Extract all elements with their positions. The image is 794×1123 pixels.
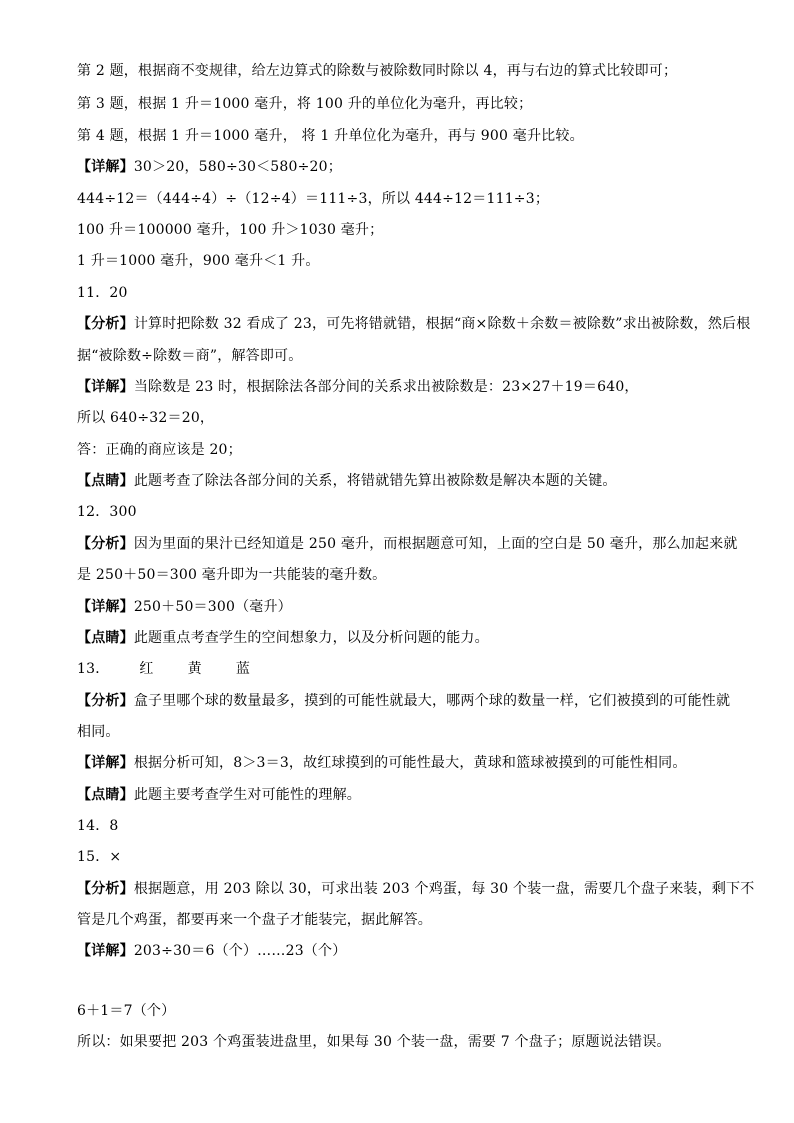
text-line: 【点睛】此题重点考查学生的空间想象力，以及分析问题的能力。 xyxy=(77,630,489,646)
answer-blue: 蓝 xyxy=(235,661,251,677)
text-line: 答：正确的商应该是 20； xyxy=(77,442,242,458)
text-line: 6＋1＝7（个） xyxy=(77,1003,176,1019)
text-line: 【详解】250＋50＝300（毫升） xyxy=(77,599,292,615)
text-line: 相同。 xyxy=(77,724,120,740)
text-line: 【分析】盒子里哪个球的数量最多，摸到的可能性就最大，哪两个球的数量一样，它们被摸到的可能性就 xyxy=(77,693,731,709)
text-line: 第 2 题，根据商不变规律，给左边算式的除数与被除数同时除以 4，再与右边的算式比较即可； xyxy=(77,63,678,79)
question-number: 12．300 xyxy=(77,504,137,520)
text-line: 【分析】根据题意，用 203 除以 30，可求出装 203 个鸡蛋，每 30 个装一盘，需要几个盘子来装，剩下不 xyxy=(77,881,755,897)
text-line: 所以：如果要把 203 个鸡蛋装进盘里，如果每 30 个装一盘，需要 7 个盘子；原题说法错误。 xyxy=(77,1034,671,1050)
section-tag: 【详解】 xyxy=(77,755,134,771)
section-tag: 【点睛】 xyxy=(77,787,134,803)
text-line: 444÷12＝（444÷4）÷（12÷4）＝111÷3，所以 444÷12＝111÷3； xyxy=(77,191,550,207)
section-tag: 【详解】 xyxy=(77,159,134,175)
section-tag: 【详解】 xyxy=(77,599,134,615)
text-line: 第 4 题，根据 1 升＝1000 毫升， 将 1 升单位化为毫升，再与 900 毫升比较。 xyxy=(77,128,584,144)
section-tag: 【分析】 xyxy=(77,881,134,897)
text-line: 【详解】203÷30＝6（个）……23（个） xyxy=(77,943,347,959)
question-number: 13． 红 黄 蓝 xyxy=(77,661,251,677)
section-tag: 【分析】 xyxy=(77,693,134,709)
question-number: 15．× xyxy=(77,849,122,865)
question-number: 14．8 xyxy=(77,818,119,834)
section-tag: 【点睛】 xyxy=(77,473,134,489)
section-tag: 【详解】 xyxy=(77,379,134,395)
section-tag: 【详解】 xyxy=(77,943,134,959)
answer-red: 红 xyxy=(139,661,154,677)
text-line: 【点睛】此题主要考查学生对可能性的理解。 xyxy=(77,787,362,803)
text-line: 第 3 题，根据 1 升＝1000 毫升，将 100 升的单位化为毫升，再比较； xyxy=(77,96,533,112)
question-number: 11．20 xyxy=(77,285,128,301)
text-line: 【详解】当除数是 23 时，根据除法各部分间的关系求出被除数是：23×27＋19＝640， xyxy=(77,379,639,395)
text-line: 【点睛】此题考查了除法各部分间的关系，将错就错先算出被除数是解决本题的关键。 xyxy=(77,473,617,489)
text-line: 是 250＋50＝300 毫升即为一共能装的毫升数。 xyxy=(77,567,387,583)
section-tag: 【分析】 xyxy=(77,316,134,332)
text-line: 【详解】30＞20，580÷30＜580÷20； xyxy=(77,159,342,175)
text-line: 据“被除数÷除数＝商”，解答即可。 xyxy=(77,348,303,364)
section-tag: 【点睛】 xyxy=(77,630,134,646)
text-line: 【详解】根据分析可知，8＞3＝3，故红球摸到的可能性最大，黄球和篮球被摸到的可能性相同。 xyxy=(77,755,687,771)
text-line: 所以 640÷32＝20， xyxy=(77,410,215,426)
answer-yellow: 黄 xyxy=(187,661,202,677)
text-line: 管是几个鸡蛋，都要再来一个盘子才能装完，据此解答。 xyxy=(77,912,432,928)
text-line: 1 升＝1000 毫升，900 毫升＜1 升。 xyxy=(77,253,320,269)
section-tag: 【分析】 xyxy=(77,536,134,552)
text-line: 【分析】计算时把除数 32 看成了 23，可先将错就错，根据“商×除数＋余数＝被除数”求出被除数，然后根 xyxy=(77,316,751,332)
text-line: 100 升＝100000 毫升，100 升＞1030 毫升； xyxy=(77,222,384,238)
text-line: 【分析】因为里面的果汁已经知道是 250 毫升，而根据题意可知，上面的空白是 50 毫升，那么加起来就 xyxy=(77,536,738,552)
